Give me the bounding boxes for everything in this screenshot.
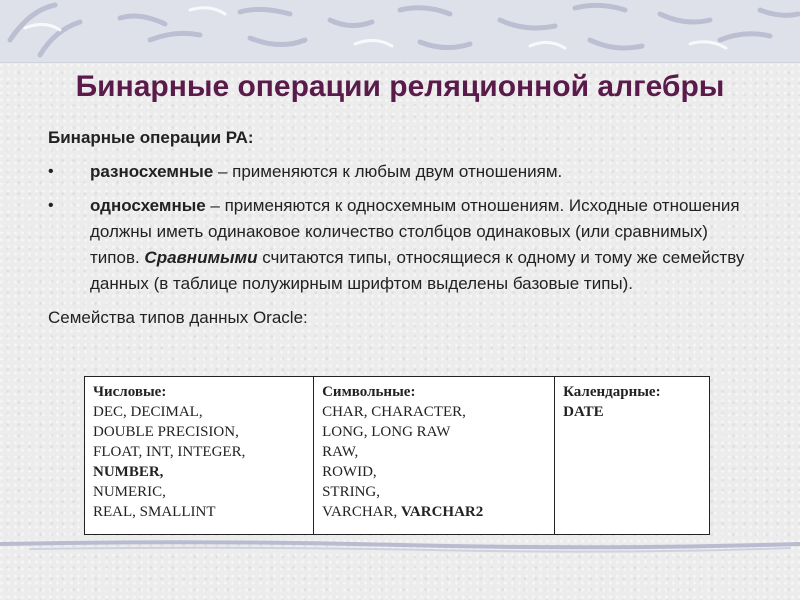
- calendar-types-cell: [555, 377, 710, 535]
- decorative-divider: [0, 536, 800, 556]
- column-header: Календарные:: [563, 384, 661, 400]
- operation-types-list: [48, 159, 748, 297]
- column-header: Числовые:: [93, 384, 167, 400]
- bullet-marker: •: [48, 163, 54, 180]
- base-type-item: NUMBER,: [93, 464, 164, 480]
- type-item: REAL, SMALLINT: [93, 504, 216, 520]
- definition: – применяются к односхемным отношениям. Исходные отношения должны иметь одинаковое количество столбцов одинаковых (или сравнимых) типов.: [90, 196, 740, 267]
- type-item-row: [322, 502, 546, 522]
- type-item: DOUBLE PRECISION,: [93, 424, 239, 440]
- slide-title: Бинарные операции реляционной алгебры: [75, 70, 725, 103]
- section-heading: Бинарные операции РА:: [48, 128, 254, 147]
- decorative-banner: [0, 0, 800, 63]
- definition-continued: считаются типы, относящиеся к одному и тому же семейству данных (в таблице полужирным шрифтом выделены базовые типы).: [90, 248, 745, 293]
- brush-stroke-pattern: [0, 0, 800, 62]
- numeric-types-cell: [85, 377, 314, 535]
- type-item: NUMERIC,: [93, 484, 166, 500]
- base-type-item: VARCHAR2: [401, 504, 484, 520]
- type-item: VARCHAR,: [322, 504, 402, 520]
- type-item: LONG, LONG RAW: [322, 424, 451, 440]
- slide-body: [48, 125, 748, 331]
- list-item: [48, 193, 748, 297]
- definition: – применяются к любым двум отношениям.: [213, 162, 563, 181]
- type-item: CHAR, CHARACTER,: [322, 404, 466, 420]
- table-row: [85, 377, 710, 535]
- list-item: [48, 159, 748, 185]
- type-item: ROWID,: [322, 464, 377, 480]
- emphasis-term: Сравнимыми: [144, 248, 258, 267]
- type-item: FLOAT, INT, INTEGER,: [93, 444, 246, 460]
- term: разносхемные: [90, 162, 214, 181]
- bullet-marker: •: [48, 197, 54, 214]
- families-label: Семейства типов данных Oracle:: [48, 308, 308, 327]
- type-item: RAW,: [322, 444, 359, 460]
- data-types-table: [84, 376, 710, 535]
- type-item: STRING,: [322, 484, 381, 500]
- type-item: DEC, DECIMAL,: [93, 404, 203, 420]
- column-header: Символьные:: [322, 384, 416, 400]
- base-type-item: DATE: [563, 404, 604, 420]
- character-types-cell: [314, 377, 555, 535]
- term: односхемные: [90, 196, 206, 215]
